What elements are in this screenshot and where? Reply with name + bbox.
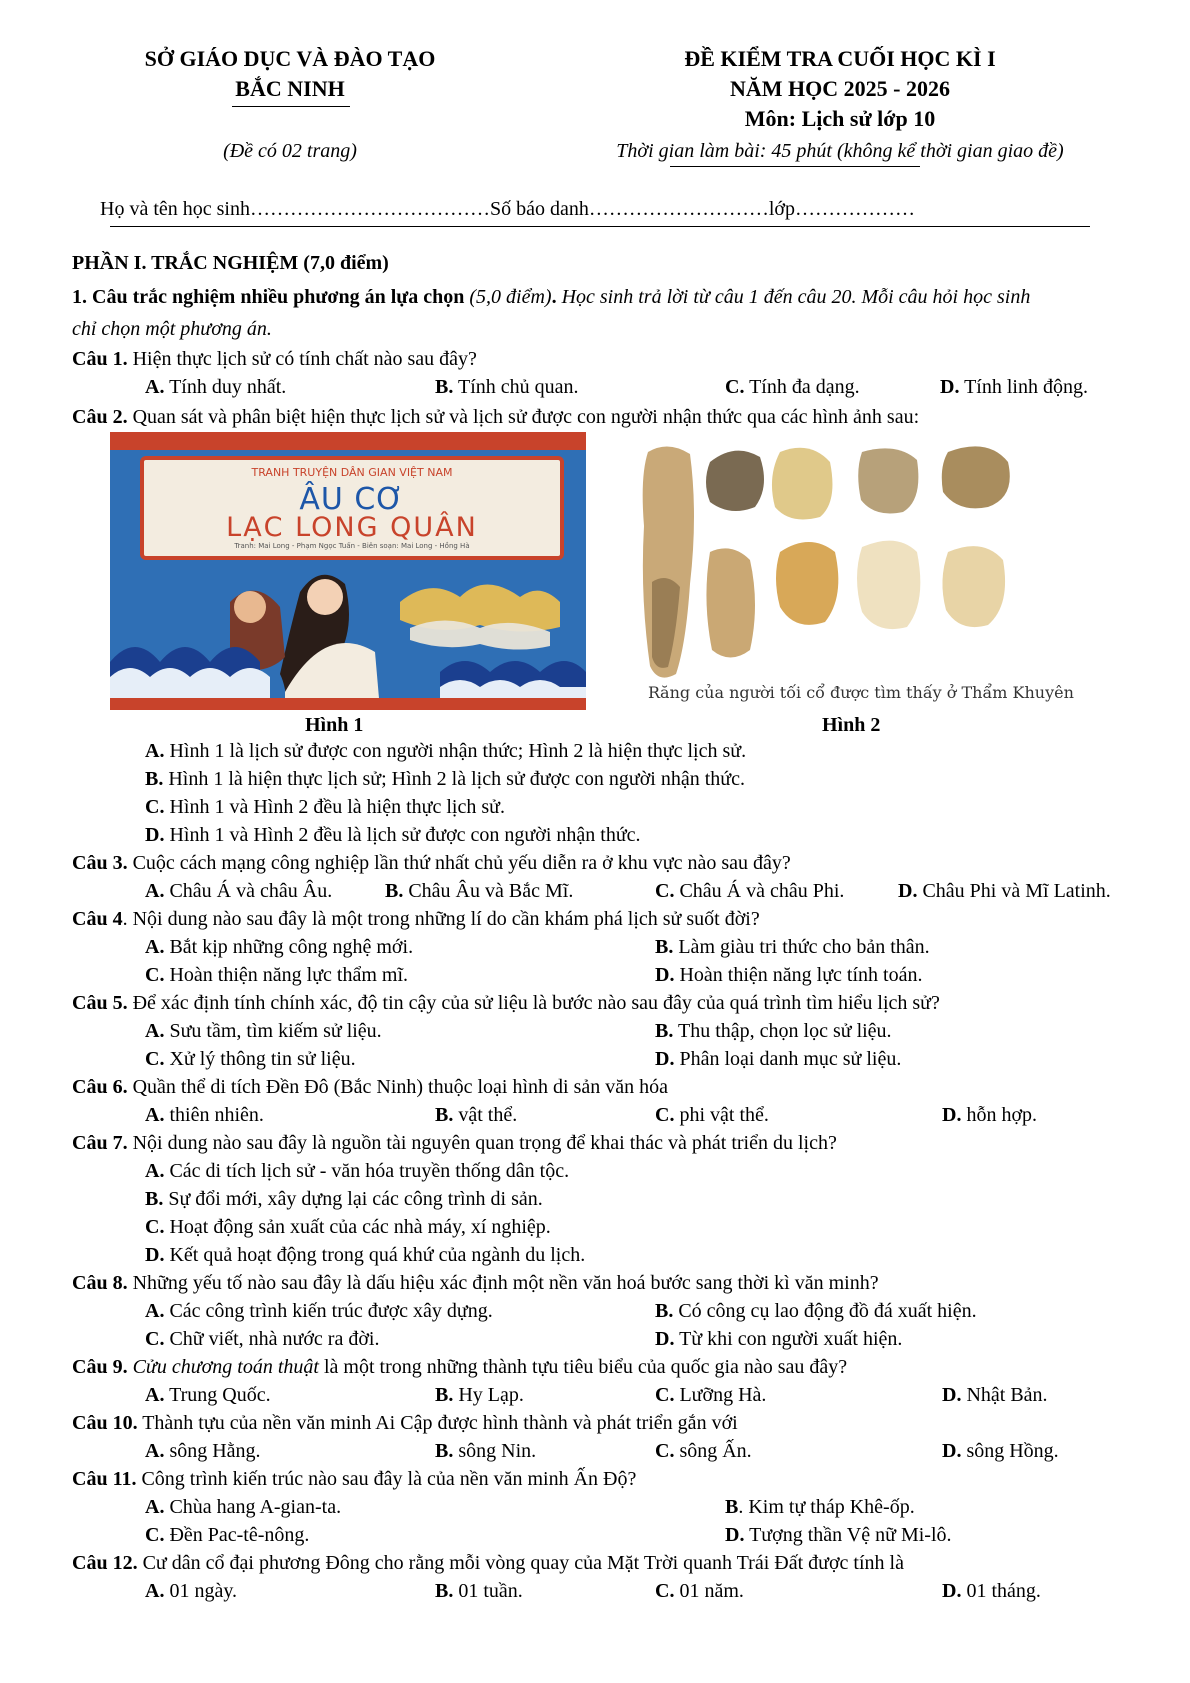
option-8d[interactable] — [655, 1328, 902, 1351]
option-text: Tượng thần Vệ nữ Mi-lô. — [744, 1524, 952, 1546]
option-10b[interactable] — [435, 1440, 536, 1463]
id-dots: ……………………… — [588, 198, 769, 220]
option-4a[interactable] — [145, 936, 413, 959]
figure-2-caption: Răng của người tối cổ được tìm thấy ở Thẩm Khuyên — [648, 683, 1074, 702]
question-text: . Nội dung nào sau đây là một trong những lí do cần khám phá lịch sử suốt đời? — [122, 908, 760, 930]
option-5c[interactable] — [145, 1048, 356, 1071]
option-6b[interactable] — [435, 1104, 517, 1127]
option-letter: B. — [435, 1580, 454, 1602]
option-letter: C. — [145, 1524, 165, 1546]
option-10d[interactable] — [942, 1440, 1059, 1463]
option-letter: A. — [145, 740, 165, 762]
option-letter: A. — [145, 1384, 165, 1406]
option-text: sông Ấn. — [674, 1440, 752, 1462]
question-9 — [72, 1356, 847, 1379]
option-letter: A. — [145, 1580, 165, 1602]
option-letter: A. — [145, 1496, 165, 1518]
option-6d[interactable] — [942, 1104, 1037, 1127]
option-4c[interactable] — [145, 964, 408, 987]
question-label: Câu 11. — [72, 1468, 137, 1490]
option-letter: C. — [655, 1580, 675, 1602]
question-label: Câu 12. — [72, 1552, 138, 1574]
option-text: Đền Pac-tê-nông. — [164, 1524, 310, 1546]
option-letter: D. — [942, 1104, 962, 1126]
page-count-note: (Đề có 02 trang) — [223, 140, 357, 162]
option-letter: B. — [655, 1020, 674, 1042]
option-5a[interactable] — [145, 1020, 382, 1043]
option-8c[interactable] — [145, 1328, 379, 1351]
option-12a[interactable] — [145, 1580, 237, 1603]
class-label: lớp — [768, 198, 796, 220]
option-text: phi vật thể. — [674, 1104, 769, 1126]
option-text: Hình 1 là hiện thực lịch sử; Hình 2 là lịch sử được con người nhận thức. — [163, 768, 745, 790]
option-letter: B. — [145, 768, 164, 790]
option-text: Phân loại danh mục sử liệu. — [674, 1048, 902, 1070]
option-letter: B. — [655, 1300, 674, 1322]
option-letter: C. — [725, 376, 745, 398]
option-letter: C. — [655, 1440, 675, 1462]
part1-subtitle-line1 — [72, 284, 1030, 310]
option-text: Châu Á và châu Âu. — [164, 880, 333, 902]
option-letter: C. — [145, 1216, 165, 1238]
option-letter: C. — [145, 1048, 165, 1070]
option-letter: C. — [145, 964, 165, 986]
figure-2-fossil-teeth — [630, 432, 1072, 710]
question-5 — [72, 992, 940, 1015]
option-1a[interactable] — [145, 376, 286, 399]
option-1d[interactable] — [940, 376, 1088, 399]
option-text: Nhật Bản. — [961, 1384, 1048, 1406]
option-text: Các công trình kiến trúc được xây dựng. — [164, 1300, 493, 1322]
option-4d[interactable] — [655, 964, 922, 987]
option-text: Tính đa dạng. — [744, 376, 860, 398]
question-text: Cư dân cổ đại phương Đông cho rằng mỗi vòng quay của Mặt Trời quanh Trái Đất được tính là — [137, 1552, 904, 1574]
question-label: Câu 4 — [72, 908, 123, 930]
option-letter: D. — [145, 824, 165, 846]
option-11c[interactable] — [145, 1524, 309, 1547]
option-12d[interactable] — [942, 1580, 1041, 1603]
option-text: Chữ viết, nhà nước ra đời. — [164, 1328, 380, 1350]
question-2 — [72, 406, 919, 429]
option-text: Thu thập, chọn lọc sử liệu. — [673, 1020, 892, 1042]
question-3 — [72, 852, 791, 875]
option-letter: A. — [145, 1104, 165, 1126]
option-text: Hoàn thiện năng lực tính toán. — [674, 964, 923, 986]
option-text: sông Hằng. — [164, 1440, 261, 1462]
option-8b[interactable] — [655, 1300, 977, 1323]
option-letter: D. — [940, 376, 960, 398]
option-text: Có công cụ lao động đồ đá xuất hiện. — [673, 1300, 977, 1322]
option-letter: D. — [942, 1384, 962, 1406]
option-5b[interactable] — [655, 1020, 892, 1043]
option-8a[interactable] — [145, 1300, 493, 1323]
cover-series: TRANH TRUYỆN DÂN GIAN VIỆT NAM — [251, 466, 453, 479]
option-text: Tính duy nhất. — [164, 376, 287, 398]
option-letter: A. — [145, 1300, 165, 1322]
class-dots: ……………… — [795, 198, 916, 220]
option-letter: D. — [655, 964, 675, 986]
option-text: 01 tháng. — [961, 1580, 1041, 1602]
option-6c[interactable] — [655, 1104, 769, 1127]
option-9a[interactable] — [145, 1384, 271, 1407]
option-letter: A. — [145, 936, 165, 958]
option-11a[interactable] — [145, 1496, 341, 1519]
option-letter: C. — [655, 1104, 675, 1126]
part1-title: PHẦN I. TRẮC NGHIỆM (7,0 điểm) — [72, 252, 389, 274]
option-3d[interactable] — [898, 880, 1111, 903]
option-11b[interactable] — [725, 1496, 915, 1519]
option-letter: D. — [655, 1328, 675, 1350]
question-text: Công trình kiến trúc nào sau đây là của nền văn minh Ấn Độ? — [136, 1468, 637, 1490]
option-3c[interactable] — [655, 880, 844, 903]
school-year: NĂM HỌC 2025 - 2026 — [730, 76, 950, 101]
option-text: Xử lý thông tin sử liệu. — [164, 1048, 356, 1070]
question-7 — [72, 1132, 837, 1155]
part1-subtitle-points: (5,0 điểm) — [464, 286, 552, 308]
id-label: Số báo danh — [489, 198, 589, 220]
option-text: Tính chủ quan. — [453, 376, 579, 398]
time-allowed: Thời gian làm bài: 45 phút (không kể thời gian giao đề) — [616, 140, 1064, 162]
option-letter: D. — [145, 1244, 165, 1266]
option-text: hỗn hợp. — [961, 1104, 1038, 1126]
question-text: Những yếu tố nào sau đây là dấu hiệu xác định một nền văn hoá bước sang thời kì văn minh? — [127, 1272, 879, 1294]
option-text: sông Hồng. — [961, 1440, 1059, 1462]
option-10c[interactable] — [655, 1440, 752, 1463]
name-dots: ……………………………… — [249, 198, 490, 220]
option-letter: C. — [145, 796, 165, 818]
question-text: Quần thể di tích Đền Đô (Bắc Ninh) thuộc loại hình di sản văn hóa — [127, 1076, 669, 1098]
option-text: Hình 1 và Hình 2 đều là lịch sử được con người nhận thức. — [164, 824, 641, 846]
option-letter: D. — [898, 880, 918, 902]
question-text: Để xác định tính chính xác, độ tin cậy của sử liệu là bước nào sau đây của quá trình tìm hiểu lịch sử? — [127, 992, 940, 1014]
option-11d[interactable] — [725, 1524, 952, 1547]
option-4b[interactable] — [655, 936, 930, 959]
option-2d[interactable] — [145, 824, 641, 847]
option-9d[interactable] — [942, 1384, 1048, 1407]
option-6a[interactable] — [145, 1104, 264, 1127]
province-title: BẮC NINH — [235, 76, 345, 101]
option-letter: D. — [942, 1580, 962, 1602]
option-text: Hoàn thiện năng lực thẩm mĩ. — [164, 964, 409, 986]
question-8 — [72, 1272, 879, 1295]
part1-subtitle-instructions: Học sinh trả lời từ câu 1 đến câu 20. Mỗi câu hỏi học sinh — [556, 286, 1031, 308]
option-text: Sự đổi mới, xây dựng lại các công trình di sản. — [163, 1188, 543, 1210]
option-5d[interactable] — [655, 1048, 901, 1071]
option-letter: C. — [655, 880, 675, 902]
option-9c[interactable] — [655, 1384, 766, 1407]
option-letter: A. — [145, 1440, 165, 1462]
question-label: Câu 7. — [72, 1132, 128, 1154]
option-text: vật thể. — [453, 1104, 518, 1126]
question-text: Thành tựu của nền văn minh Ai Cập được hình thành và phát triển gắn với — [137, 1412, 738, 1434]
question-text: Cuộc cách mạng công nghiệp lần thứ nhất chủ yếu diễn ra ở khu vực nào sau đây? — [127, 852, 791, 874]
question-4 — [72, 908, 760, 931]
question-10 — [72, 1412, 738, 1435]
option-text: Sưu tầm, tìm kiếm sử liệu. — [164, 1020, 382, 1042]
cover-illustration — [110, 432, 586, 710]
option-7d[interactable] — [145, 1244, 585, 1267]
option-3b[interactable] — [385, 880, 573, 903]
department-title: SỞ GIÁO DỤC VÀ ĐÀO TẠO — [144, 46, 436, 71]
question-label: Câu 9. — [72, 1356, 128, 1378]
question-text: Quan sát và phân biệt hiện thực lịch sử và lịch sử được con người nhận thức qua các hình ảnh sau: — [127, 406, 920, 428]
question-book-title: Cửu chương toán thuật — [127, 1356, 319, 1378]
option-text: Châu Á và châu Phi. — [674, 880, 845, 902]
option-text: sông Nin. — [453, 1440, 537, 1462]
option-text: Châu Âu và Bắc Mĩ. — [403, 880, 574, 902]
question-text: Nội dung nào sau đây là nguồn tài nguyên quan trọng để khai thác và phát triển du lịch? — [127, 1132, 837, 1154]
time-underline — [670, 166, 920, 167]
option-1c[interactable] — [725, 376, 860, 399]
option-text: Làm giàu tri thức cho bản thân. — [673, 936, 930, 958]
option-letter: D. — [942, 1440, 962, 1462]
option-letter: B. — [435, 376, 454, 398]
part1-subtitle-dot: . — [551, 286, 557, 308]
option-text: Hình 1 và Hình 2 đều là hiện thực lịch sử. — [164, 796, 505, 818]
option-letter: B. — [385, 880, 404, 902]
option-3a[interactable] — [145, 880, 332, 903]
question-label: Câu 10. — [72, 1412, 138, 1434]
option-letter: B — [725, 1496, 739, 1518]
option-letter: B. — [145, 1188, 164, 1210]
option-letter: B. — [655, 936, 674, 958]
subject: Môn: Lịch sử lớp 10 — [744, 106, 936, 131]
question-label: Câu 1. — [72, 348, 128, 370]
student-info-line — [100, 196, 915, 222]
cover-credits: Tranh: Mai Long - Phạm Ngọc Tuấn - Biên soạn: Mai Long - Hồng Hà — [234, 542, 470, 550]
option-letter: B. — [435, 1384, 454, 1406]
option-text: Hình 1 là lịch sử được con người nhận thức; Hình 2 là hiện thực lịch sử. — [164, 740, 747, 762]
question-label: Câu 8. — [72, 1272, 128, 1294]
option-9b[interactable] — [435, 1384, 524, 1407]
option-12b[interactable] — [435, 1580, 523, 1603]
option-7a[interactable] — [145, 1160, 569, 1183]
option-letter: C. — [145, 1328, 165, 1350]
option-text: Hy Lạp. — [453, 1384, 524, 1406]
option-text: Chùa hang A-gian-ta. — [164, 1496, 342, 1518]
figure-2-label: Hình 2 — [822, 714, 881, 736]
question-6 — [72, 1076, 668, 1099]
option-text: Bắt kịp những công nghệ mới. — [164, 936, 414, 958]
option-10a[interactable] — [145, 1440, 261, 1463]
option-letter: B. — [435, 1440, 454, 1462]
option-2a[interactable] — [145, 740, 746, 763]
option-1b[interactable] — [435, 376, 579, 399]
option-letter: A. — [145, 880, 165, 902]
question-label: Câu 6. — [72, 1076, 128, 1098]
question-12 — [72, 1552, 904, 1575]
option-text: Tính linh động. — [959, 376, 1088, 398]
option-text: Lưỡng Hà. — [674, 1384, 767, 1406]
option-text: Từ khi con người xuất hiện. — [674, 1328, 903, 1350]
option-text: 01 năm. — [674, 1580, 744, 1602]
option-letter: B. — [435, 1104, 454, 1126]
option-text: Trung Quốc. — [164, 1384, 271, 1406]
option-7c[interactable] — [145, 1216, 551, 1239]
province-underline — [232, 106, 350, 107]
option-text: . Kim tự tháp Khê-ốp. — [738, 1496, 915, 1518]
option-text: Hoạt động sản xuất của các nhà máy, xí nghiệp. — [164, 1216, 551, 1238]
option-text: 01 ngày. — [164, 1580, 238, 1602]
option-letter: A. — [145, 376, 165, 398]
question-text: Hiện thực lịch sử có tính chất nào sau đây? — [127, 348, 477, 370]
option-letter: A. — [145, 1020, 165, 1042]
question-label: Câu 2. — [72, 406, 128, 428]
option-text: 01 tuần. — [453, 1580, 523, 1602]
option-7b[interactable] — [145, 1188, 543, 1211]
question-11 — [72, 1468, 636, 1491]
figure-1-book-cover — [110, 432, 586, 710]
cover-title-2: LẠC LONG QUÂN — [226, 512, 478, 543]
figure-1-label: Hình 1 — [305, 714, 364, 736]
option-letter: C. — [655, 1384, 675, 1406]
option-2b[interactable] — [145, 768, 745, 791]
question-label: Câu 5. — [72, 992, 128, 1014]
name-label: Họ và tên học sinh — [100, 198, 250, 220]
option-letter: D. — [655, 1048, 675, 1070]
student-info-underline — [110, 226, 1090, 227]
part1-subtitle-line2: chỉ chọn một phương án. — [72, 318, 272, 340]
option-text: thiên nhiên. — [164, 1104, 264, 1126]
part1-subtitle-bold: 1. Câu trắc nghiệm nhiều phương án lựa chọn — [72, 286, 465, 308]
teeth-photo — [630, 432, 1072, 682]
exam-title: ĐỀ KIỂM TRA CUỐI HỌC KÌ I — [684, 46, 996, 71]
option-text: Kết quả hoạt động trong quá khứ của ngành du lịch. — [164, 1244, 586, 1266]
option-letter: D. — [725, 1524, 745, 1546]
question-1 — [72, 348, 477, 371]
option-text: Các di tích lịch sử - văn hóa truyền thống dân tộc. — [164, 1160, 570, 1182]
option-12c[interactable] — [655, 1580, 744, 1603]
cover-title-1: ÂU CƠ — [299, 482, 405, 517]
question-text: là một trong những thành tựu tiêu biểu của quốc gia nào sau đây? — [318, 1356, 848, 1378]
question-label: Câu 3. — [72, 852, 128, 874]
option-2c[interactable] — [145, 796, 505, 819]
option-letter: A. — [145, 1160, 165, 1182]
option-text: Châu Phi và Mĩ Latinh. — [917, 880, 1111, 902]
